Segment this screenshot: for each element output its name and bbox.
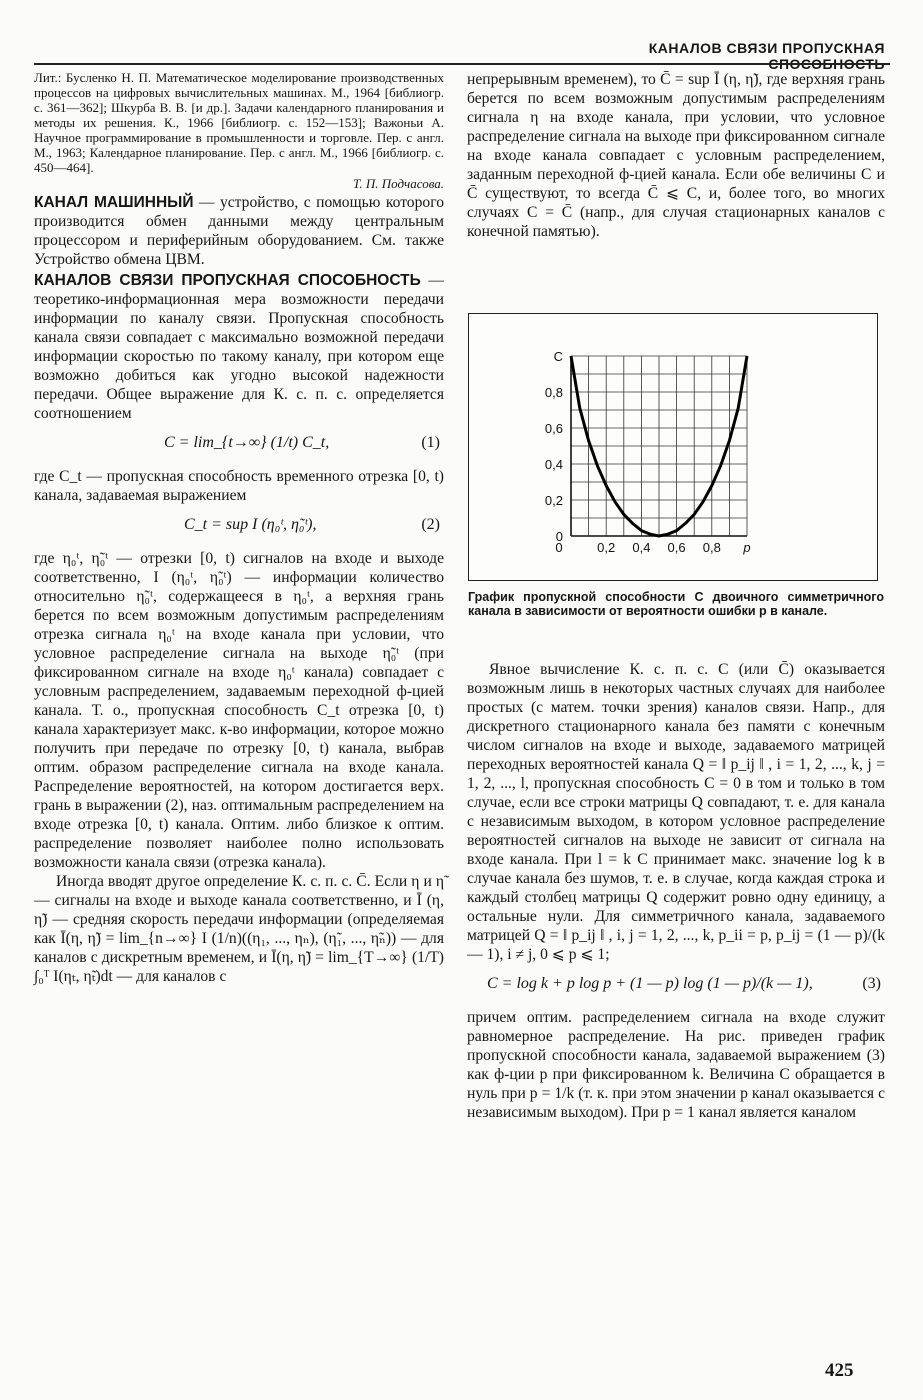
y-tick-label: 0,6 <box>544 421 563 436</box>
paragraph-end: причем оптим. распределением сигнала на входе служит равномерное распределение. На рис. приведен график пропускной способности канала, задаваемой выражением (3) как ф-ции p при фиксированном k. Величина C обращается в нуль при p = 1/k (т. к. при этом значении p канал оказывается с независимым выходом). При p = 1 канал является каналом <box>467 1009 885 1121</box>
entry-term: КАНАЛ МАШИННЫЙ <box>34 194 194 211</box>
y-tick-label: 0 <box>555 529 563 544</box>
right-column-body <box>467 660 885 1122</box>
author-signature: Т. П. Подчасова. <box>352 176 444 191</box>
equation-number: (1) <box>421 434 440 451</box>
paragraph-other-definition: Иногда вводят другое определение К. с. п. с. C̄. Если η и η̃ — сигналы на входе и выходе канала соответственно, и Ī (η, η̃) — средняя скорость передачи информации (определяемая как Ī(η, η̃) = lim_{n→∞} I (1/n)((η₁, ..., ηₙ), (η̃₁, ..., η̃ₙ)) — для каналов с дискретным временем, и Ī(η, η̃) = lim_{T→∞} (1/T) ∫₀ᵀ I(ηₜ, η̃ₜ)dt — для каналов с <box>34 873 444 985</box>
x-tick-label: 0,4 <box>632 540 651 555</box>
equation-number: (3) <box>862 975 881 992</box>
x-tick-label: 0,2 <box>597 540 616 555</box>
left-column <box>34 70 444 986</box>
entry-text: — теоретико-информационная мера возможности передачи информации по каналу связи. Пропускная способность канала связи совпадает с максимально возможной передачи информации скоростью по такому каналу, при котором еще возможно добиться как угодно высокой надежности передачи. Общее выражение для К. с. п. с. определяется соотношением <box>34 272 444 422</box>
x-tick-label: 0,8 <box>702 540 721 555</box>
chart-svg <box>469 314 877 580</box>
equation-formula: C = lim_{t→∞} (1/t) C_t, <box>164 434 330 451</box>
y-tick-label: 0,4 <box>544 457 563 472</box>
capacity-chart <box>468 313 878 581</box>
right-column-top <box>467 70 885 241</box>
literature-references: Лит.: Бусленко Н. П. Математическое моделирование производственных процессов на цифровых вычислительных машинах. М., 1964 [библиогр. с. 361—362]; Шкурба В. В. [и др.]. Задачи календарного планирования и методы их решения. К., 1966 [библиогр. с. 152—153]; Важоньи А. Научное программирование в промышленности и торговле. Пер. с англ. М., 1963; Календарное планирование. Пер. с англ. М., 1966 [библиогр. с. 450—464]. <box>34 70 444 175</box>
y-tick-label: 0,2 <box>544 493 563 508</box>
x-tick-label: 0,6 <box>667 540 686 555</box>
entry-kanal-mashinnyi <box>34 193 444 269</box>
paragraph-after-eq1: где C_t — пропускная способность временного отрезка [0, t) канала, задаваемая выражением <box>34 468 444 504</box>
paragraph-right-top: непрерывным временем), то C̄ = sup Ī (η, η̃), где верхняя грань берется по всем возможным допустимым распределениям сигнала η на входе канала, при условии, что условное распределение сигнала на выходе при фиксированном сигнале на входе канала совпадает с условным распределением, заданным переходной ф-цией канала. Если обе величины C и C̄ существуют, то всегда C̄ ⩽ C, и, более того, во многих случаях C = C̄ (напр., для случая стационарных каналов с конечной памятью). <box>467 71 885 240</box>
x-tick-label: p <box>743 540 751 555</box>
equation-1 <box>34 428 444 462</box>
figure-caption: График пропускной способности C двоичного симметричного канала в зависимости от вероятности ошибки p в канале. <box>468 590 884 618</box>
equation-formula: C = log k + p log p + (1 — p) log (1 — p)/(k — 1), <box>487 975 813 992</box>
x-tick-label: 0 <box>555 540 563 555</box>
equation-2 <box>34 510 444 544</box>
entry-kss <box>34 271 444 423</box>
paragraph-explicit: Явное вычисление К. с. п. с. C (или C̄) оказывается возможным лишь в некоторых частных случаях для наиболее простых (с матем. точки зрения) каналов связи. Напр., для дискретного стационарного канала без памяти с конечным числом сигналов на входе и выходе, задаваемого матрицей переходных вероятностей канала Q = ‖ p_ij ‖ , i = 1, 2, ..., k, j = 1, 2, ..., l, пропускная способность C = 0 в том и только в том случае, если все строки матрицы Q совпадают, т. е. для канала с независимым выходом, в котором условное распределение вероятностей сигналов на выходе не зависит от сигнала на входе канала. При l = k C принимает макс. значение log k в случае канала без шумов, т. е. в случае, когда каждая строка и каждый столбец матрицы Q содержит ровно одну единицу, а остальные нули. Для симметричного канала, задаваемого матрицей Q = ‖ p_ij ‖ , i, j = 1, 2, ..., k, p_ii = p, p_ij = (1 — p)/(k — 1), i ≠ j, 0 ⩽ p ⩽ 1; <box>467 661 885 963</box>
entry-term: КАНАЛОВ СВЯЗИ ПРОПУСКНАЯ СПОСОБНОСТЬ <box>34 272 421 289</box>
equation-formula: C_t = sup I (η₀ᵗ, η̃₀ᵗ), <box>184 516 317 533</box>
entry-text: — устройство, с помощью которого производится обмен данными между центральным процессором и периферийным оборудованием. См. также Устройство обмена ЦВМ. <box>34 194 444 268</box>
equation-number: (2) <box>421 516 440 533</box>
running-header: КАНАЛОВ СВЯЗИ ПРОПУСКНАЯ СПОСОБНОСТЬ <box>648 40 885 72</box>
header-rule <box>34 63 890 65</box>
y-tick-label: C <box>553 349 563 364</box>
page-number: 425 <box>825 1360 854 1381</box>
y-tick-label: 0,8 <box>544 385 563 400</box>
equation-3 <box>467 969 885 1003</box>
paragraph-after-eq2: где η₀ᵗ, η̃₀ᵗ — отрезки [0, t) сигналов на входе и выходе соответственно, I (η₀ᵗ, η̃₀ᵗ) — информации количество относительно η̃₀ᵗ, содержащееся в η₀ᵗ, а верхняя грань берется по всем возможным допустимым распределениям отрезка сигнала η₀ᵗ на входе канала при условии, что условное распределение сигнала на выходе η̃₀ᵗ (при фиксированном сигнале на входе η₀ᵗ канала) совпадает с условным распределением, задаваемым переходной ф-цией канала. Т. о., пропускная способность C_t отрезка [0, t) канала характеризует макс. к-во информации, которое можно получить при передаче по отрезку [0, t) канала, выбрав оптим. образом распределение сигнала на входе канала. Распределение вероятностей, на котором достигается верх. грань в выражении (2), наз. оптимальным распределением на входе отрезка [0, t) канала. Оптим. либо близкое к оптим. распределение позволяет наиболее полно использовать возможности канала связи (отрезка канала). <box>34 550 444 871</box>
